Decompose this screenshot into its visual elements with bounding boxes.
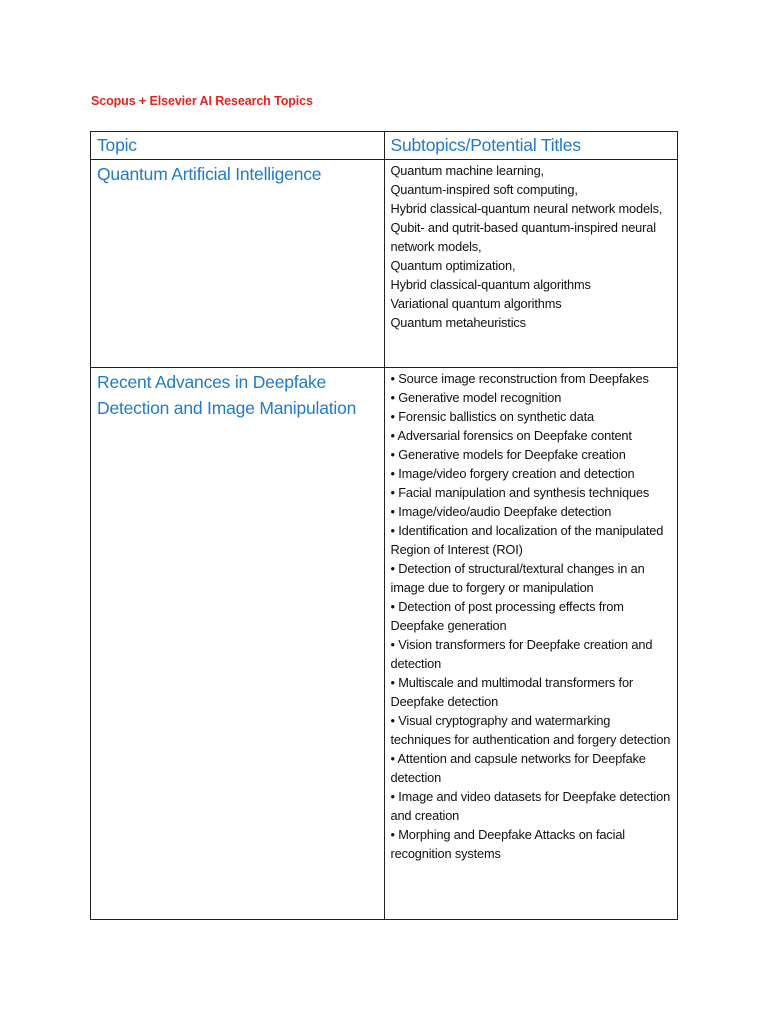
subtopic-item: Quantum metaheuristics — [390, 315, 526, 330]
subtopic-item: • Adversarial forensics on Deepfake content — [390, 428, 632, 443]
subtopic-item: Quantum-inspired soft computing, — [390, 182, 578, 197]
subtopic-item: • Visual cryptography and watermarking techniques for authentication and forgery detection — [390, 713, 671, 747]
table-row — [91, 160, 678, 368]
subtopic-item: • Identification and localization of the manipulated Region of Interest (ROI) — [390, 523, 664, 557]
header-topic: Topic — [91, 132, 385, 160]
subtopic-item: Quantum machine learning, — [390, 163, 544, 178]
subtopic-item: • Image/video/audio Deepfake detection — [390, 504, 612, 519]
topics-table — [90, 131, 678, 920]
topic-cell: Recent Advances in Deepfake Detection and Image Manipulation — [91, 368, 385, 920]
subtopic-item: • Generative model recognition — [390, 390, 562, 405]
subtopic-item: • Detection of structural/textural changes in an image due to forgery or manipulation — [390, 561, 645, 595]
subtopic-item: • Attention and capsule networks for Deepfake detection — [390, 751, 646, 785]
subtopics-cell — [384, 160, 678, 368]
subtopic-item: Hybrid classical-quantum neural network models, — [390, 201, 663, 216]
subtopic-item: • Forensic ballistics on synthetic data — [390, 409, 594, 424]
topic-cell: Quantum Artificial Intelligence — [91, 160, 385, 368]
table-row — [91, 368, 678, 920]
subtopic-item: Variational quantum algorithms — [390, 296, 562, 311]
subtopic-item: • Image/video forgery creation and detection — [390, 466, 635, 481]
subtopic-item: Quantum optimization, — [390, 258, 516, 273]
header-subtopics: Subtopics/Potential Titles — [384, 132, 678, 160]
document-title: Scopus + Elsevier AI Research Topics — [91, 94, 313, 108]
subtopic-item: • Vision transformers for Deepfake creation and detection — [390, 637, 653, 671]
subtopic-item: • Morphing and Deepfake Attacks on facial recognition systems — [390, 827, 626, 861]
subtopic-item: Hybrid classical-quantum algorithms — [390, 277, 591, 292]
subtopic-item: • Facial manipulation and synthesis techniques — [390, 485, 650, 500]
subtopic-item: • Multiscale and multimodal transformers for Deepfake detection — [390, 675, 634, 709]
table-header-row — [91, 132, 678, 160]
subtopic-item: • Detection of post processing effects from Deepfake generation — [390, 599, 624, 633]
subtopic-item: Qubit- and qutrit-based quantum-inspired neural network models, — [390, 220, 656, 254]
subtopic-item: • Source image reconstruction from Deepfakes — [390, 371, 649, 386]
subtopics-cell — [384, 368, 678, 920]
subtopic-item: • Image and video datasets for Deepfake detection and creation — [390, 789, 671, 823]
subtopic-item: • Generative models for Deepfake creation — [390, 447, 626, 462]
